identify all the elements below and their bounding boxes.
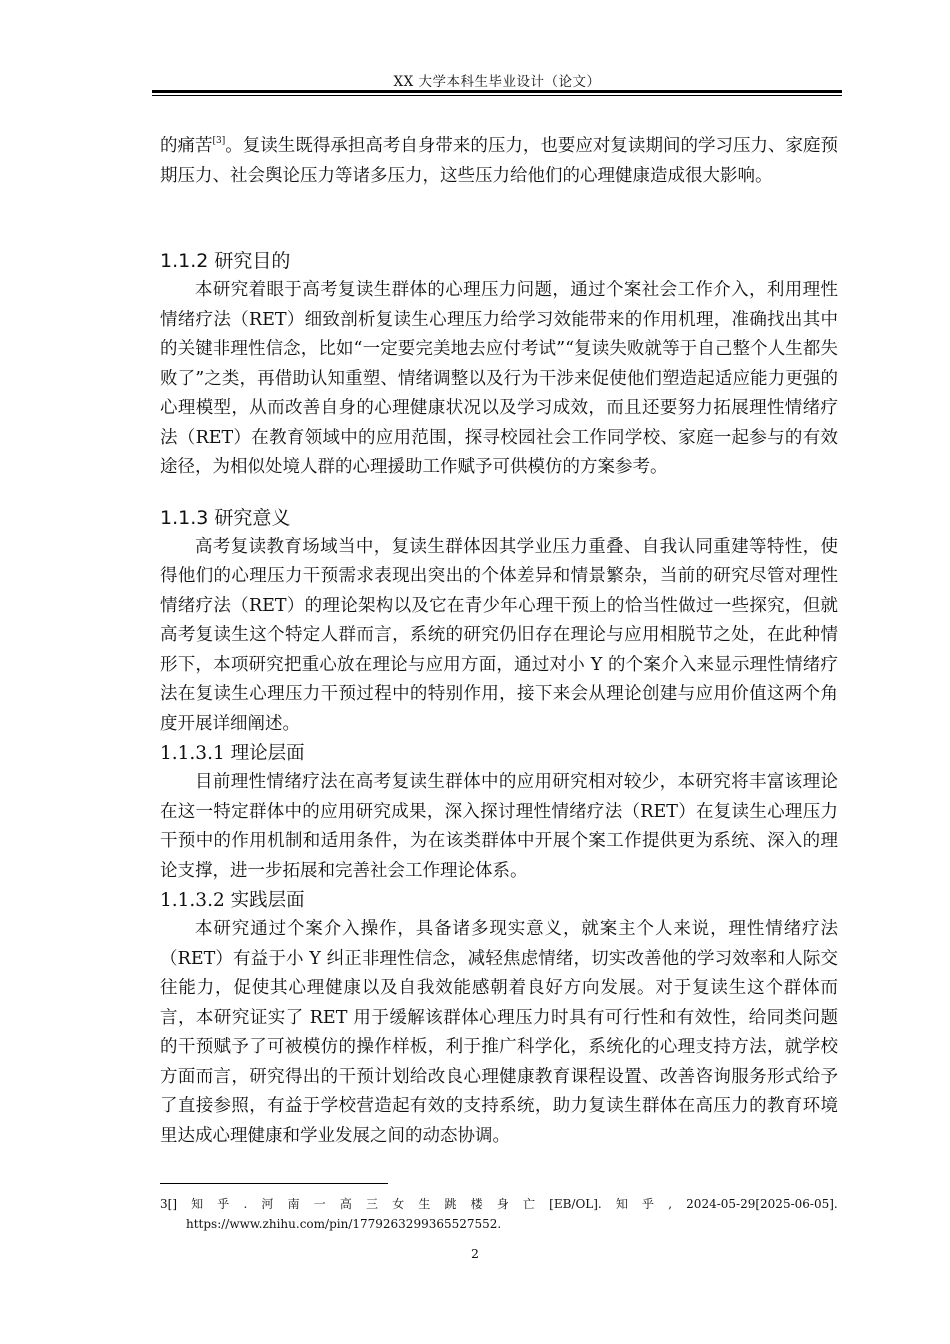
footnote-text: 知 [615,1197,628,1211]
section-heading-1-1-2: 1.1.2 研究目的 [160,250,291,272]
paragraph-research-significance: 高考复读教育场域当中，复读生群体因其学业压力重叠、自我认同重建等特性，使得他们的心理压力干预需求表现出突出的个体差异和情景繁杂，当前的研究尽管对理性情绪疗法（RET）的理论架构以及它在青少年心理干预上的恰当性做过一些探究，但就高考复读生这个特定人群而言，系统的研究仍旧存在理论与应用相脱节之处，在此种情形下，本项研究把重心放在理论与应用方面，通过对小 Y 的个案介入来显示理性情绪疗法在复读生心理压力干预过程中的特别作用，接下来会从理论创建与应用价值这两个角度开展详细阐述。 [160,536,838,734]
page-number: 2 [471,1246,479,1261]
footnote-text: 2024-05-29[2025-06-05]. [686,1197,838,1211]
footnote-text: 一 [313,1197,326,1211]
footnote-text: [EB/OL]. [549,1197,602,1211]
footnote-text: 南 [287,1197,300,1211]
footnote-separator [160,1183,388,1184]
header-rule-thick [152,90,842,93]
footnote-text: , [668,1197,673,1211]
paragraph-theory-level: 目前理性情绪疗法在高考复读生群体中的应用研究相对较少，本研究将丰富该理论在这一特定群体中的应用研究成果，深入探讨理性情绪疗法（RET）在复读生心理压力干预中的作用机制和适用条件，为在该类群体中开展个案工作提供更为系统、深入的理论支撑，进一步拓展和完善社会工作理论体系。 [160,772,838,881]
footnote-text: 乎 [217,1197,230,1211]
footnote-line-1 [160,1194,838,1214]
footnote-marker: 3[] [160,1197,177,1211]
running-header: XX 大学本科生毕业设计（论文） [393,74,601,90]
header-rule-thin [152,95,842,96]
body-text [160,132,838,1151]
footnote-text: . [243,1197,248,1211]
paragraph-practice-level: 本研究通过个案介入操作，具备诸多现实意义，就案主个人来说，理性情绪疗法（RET）有益于小 Y 纠正非理性信念，减轻焦虑情绪，切实改善他的学习效率和人际交往能力，促使其心理健康以及自我效能感朝着良好方向发展。对于复读生这个群体而言，本研究证实了 RET 用于缓解该群体心理压力时具有可行性和有效性，给同类问题的干预赋予了可被模仿的操作样板，利于推广科学化，系统化的心理支持方法，就学校方面而言，研究得出的干预计划给改良心理健康教育课程设置、改善咨询服务形式给予了直接参照，有益于学校营造起有效的支持系统，助力复读生群体在高压力的教育环境里达成心理健康和学业发展之间的动态协调。 [160,919,838,1146]
citation-ref[interactable]: [3] [212,136,226,146]
section-heading-1-1-3-2: 1.1.3.2 实践层面 [160,890,305,911]
footnote-text: 生 [418,1197,431,1211]
section-heading-1-1-3: 1.1.3 研究意义 [160,506,291,529]
footnote-text: 高 [339,1197,352,1211]
footnote-text: 河 [261,1197,274,1211]
footnote-text: 三 [366,1197,379,1211]
section-heading-1-1-3-1: 1.1.3.1 理论层面 [160,743,305,764]
footnote-text: 楼 [470,1197,483,1211]
footnote-url[interactable]: https://www.zhihu.com/pin/1779263299365527552. [186,1217,502,1231]
footnote [160,1194,838,1234]
paragraph-research-purpose: 本研究着眼于高考复读生群体的心理压力问题，通过个案社会工作介入，利用理性情绪疗法（RET）细致剖析复读生心理压力给学习效能带来的作用机理，准确找出其中的关键非理性信念，比如“一定要完美地去应付考试”“复读失败就等于自己整个人生都失败了”之类，再借助认知重塑、情绪调整以及行为干涉来促使他们塑造起适应能力更强的心理模型，从而改善自身的心理健康状况以及学习成效，而且还要努力拓展理性情绪疗法（RET）在教育领域中的应用范围，探寻校园社会工作同学校、家庭一起参与的有效途径，为相似处境人群的心理援助工作赋予可供模仿的方案参考。 [160,280,838,477]
footnote-text: 跳 [444,1197,457,1211]
footnote-text: 知 [191,1197,204,1211]
footnote-text: 身 [496,1197,509,1211]
footnote-text: 女 [392,1197,405,1211]
footnote-text: 亡 [522,1197,535,1211]
footnote-text: 乎 [642,1197,655,1211]
intro-paragraph: 的痛苦[3]。复读生既得承担高考自身带来的压力，也要应对复读期间的学习压力、家庭预期压力、社会舆论压力等诸多压力，这些压力给他们的心理健康造成很大影响。 [160,136,839,186]
